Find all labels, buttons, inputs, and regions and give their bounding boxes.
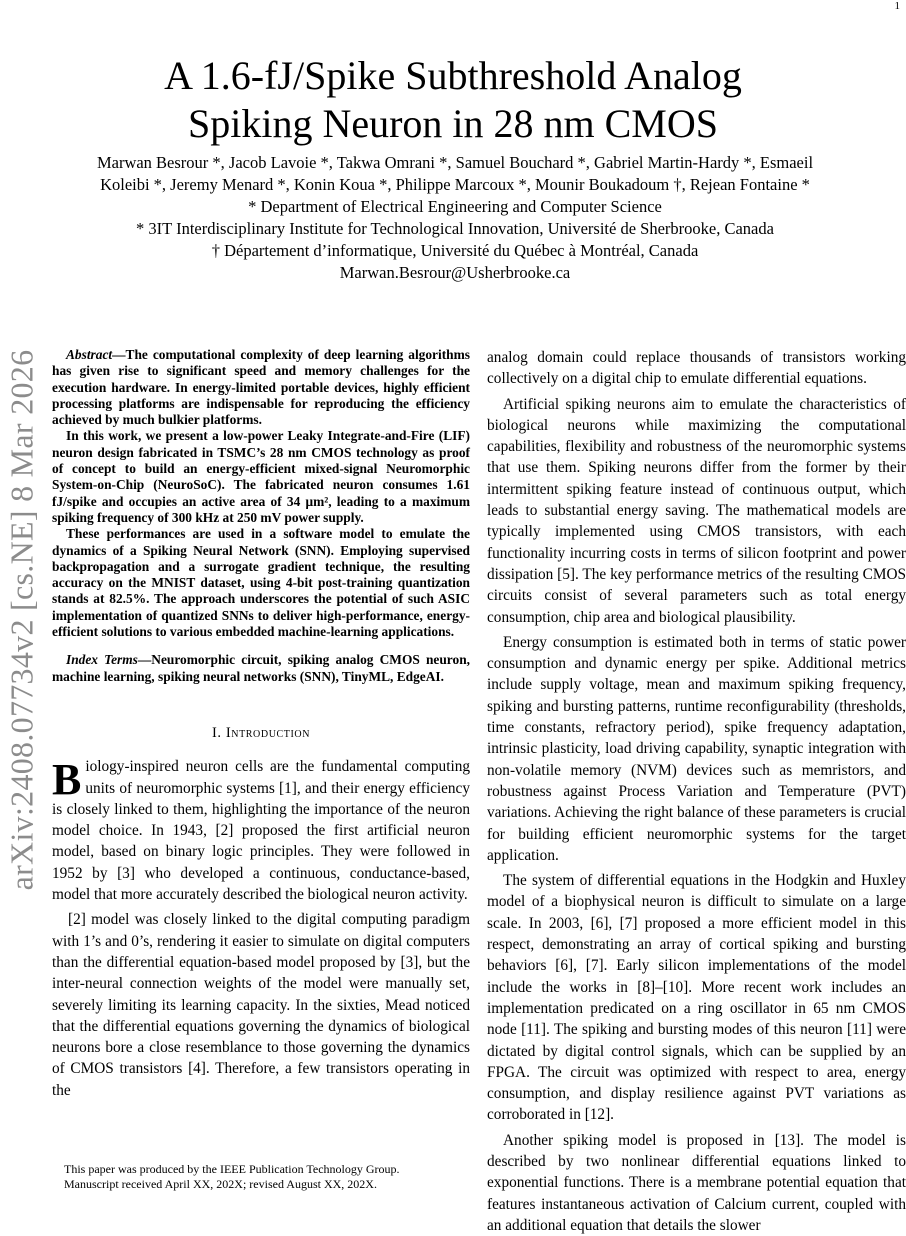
affiliation-3: † Département d’informatique, Université du Québec à Montréal, Canada bbox=[211, 241, 699, 260]
footnote-line-2: Manuscript received April XX, 202X; revised August XX, 202X. bbox=[64, 1177, 377, 1191]
intro-paragraph-2: [2] model was closely linked to the digital computing paradigm with 1’s and 0’s, rendering it easier to simulate on digital computers than the differential equation-based model proposed by [3], but the inter-neural connection weights of the model were manually set, severely limiting its learning capacity. In the sixties, Mead noticed that the differential equations governing the dynamics of biological neurons bore a close resemblance to those governing the dynamics of CMOS transistors [4]. Therefore, a few transistors operating in the bbox=[52, 911, 470, 1099]
section-heading-introduction: I. Introduction bbox=[211, 724, 311, 741]
page-number: 1 bbox=[894, 0, 900, 12]
title-line-1: A 1.6-fJ/Spike Subthreshold Analog bbox=[164, 53, 742, 98]
title-line-2: Spiking Neuron in 28 nm CMOS bbox=[187, 101, 719, 146]
abstract-paragraph-1: Abstract—The computational complexity of deep learning algorithms has given rise to significant speed and memory challenges for the execution hardware. In energy-limited portable devices, highly efficient processing platforms are indispensable for reproducing the efficiency achieved by much bulkier platforms. bbox=[52, 347, 470, 428]
footnote bbox=[52, 1162, 470, 1192]
index-terms: Index Terms—Neuromorphic circuit, spiking analog CMOS neuron, machine learning, spiking neural networks (SNN), TinyML, EdgeAI. bbox=[52, 652, 470, 684]
drop-cap: B bbox=[52, 755, 82, 805]
author-block bbox=[60, 152, 850, 284]
intro-paragraph-2-continued: analog domain could replace thousands of transistors working collectively on a digital chip to emulate differential equations. bbox=[487, 349, 906, 388]
footnote-line-1: This paper was produced by the IEEE Publication Technology Group. bbox=[64, 1162, 400, 1176]
intro-paragraph-1: Biology-inspired neuron cells are the fundamental computing units of neuromorphic systems [1], and their energy efficiency is closely linked to them, highlighting the importance of the neuron model choice. In 1943, [2] proposed the first artificial neuron model, based on binary logic principles. They were followed in 1952 by [3] who developed a continuous, conductance-based, model that more accurately described the biological neuron activity. bbox=[52, 755, 470, 904]
arxiv-identifier: arXiv:2408.07734v2 [cs.NE] 8 Mar 2026 bbox=[3, 349, 40, 891]
affiliation-2: * 3IT Interdisciplinary Institute for Technological Innovation, Université de Sherbrooke, Canada bbox=[136, 219, 774, 238]
authors-line-1: Marwan Besrour *, Jacob Lavoie *, Takwa Omrani *, Samuel Bouchard *, Gabriel Martin-Hardy *, Esmaeil bbox=[96, 153, 814, 172]
authors-line-2: Koleibi *, Jeremy Menard *, Konin Koua *, Philippe Marcoux *, Mounir Boukadoum †, Rejean Fontaine * bbox=[100, 175, 810, 194]
author-email: Marwan.Besrour@Usherbrooke.ca bbox=[339, 263, 571, 282]
paper-title bbox=[0, 52, 906, 148]
abstract-paragraph-3: These performances are used in a software model to emulate the dynamics of a Spiking Neural Network (SNN). Employing supervised backpropagation and a surrogate gradient technique, the resulting accuracy on the MNIST dataset, using 4-bit post-training quantization stands at 82.5%. The approach underscores the potential of such ASIC implementation of quantized SNNs to deliver high-performance, energy-efficient solutions to various embedded machine-learning applications. bbox=[52, 526, 470, 640]
index-terms-label: Index Terms bbox=[66, 652, 138, 668]
abstract-paragraph-2: In this work, we present a low-power Leaky Integrate-and-Fire (LIF) neuron design fabricated in TSMC’s 28 nm CMOS technology as proof of concept to build an energy-efficient mixed-signal Neuromorphic System-on-Chip (NeuroSoC). The fabricated neuron consumes 1.61 fJ/spike and occupies an active area of 34 μm², leading to a maximum spiking frequency of 300 kHz at 250 mV power supply. bbox=[52, 428, 470, 525]
right-column bbox=[487, 347, 906, 1236]
intro-paragraph-3: Artificial spiking neurons aim to emulate the characteristics of biological neurons while maximizing the computational capabilities, flexibility and robustness of the neuromorphic systems that use them. Spiking neurons differ from the former by their intermittent spiking feature instead of continuous output, which leads to substantial energy saving. The mathematical models are typically implemented using CMOS transistors, with each functionality incurring costs in terms of silicon footprint and power dissipation [5]. The key performance metrics of the resulting CMOS circuits consist of several parameters such as total energy consumption, chip area and biological plausibility. bbox=[487, 395, 906, 626]
intro-paragraph-6: Another spiking model is proposed in [13]. The model is described by two nonlinear differential equations linked to exponential functions. There is a membrane potential equation that features instantaneous activation of Calcium current, coupled with an additional equation that details the slower bbox=[487, 1131, 906, 1234]
intro-paragraph-5: The system of differential equations in the Hodgkin and Huxley model of a biophysical neuron is difficult to simulate on a large scale. In 2003, [6], [7] proposed a more efficient model in this respect, demonstrating an array of cortical spiking and bursting behaviors [6], [7]. Early silicon implementations of the model include the works in [8]–[10]. More recent work includes an implementation predicated on a ring oscillator in 65 nm CMOS node [11]. The spiking and bursting modes of this neuron [11] were dictated by digital control signals, which can be supplied by an FPGA. The circuit was optimized with respect to area, energy consumption, and display resilience against PVT variations as corroborated in [12]. bbox=[487, 872, 906, 1124]
affiliation-1: * Department of Electrical Engineering and Computer Science bbox=[248, 197, 662, 216]
abstract-label: Abstract bbox=[66, 347, 113, 362]
left-column bbox=[52, 347, 470, 1101]
intro-paragraph-4: Energy consumption is estimated both in terms of static power consumption and dynamic energy per spike. Additional metrics include supply voltage, mean and maximum spiking frequency, spiking and bursting patterns, runtime reconfigurability (thresholds, time constants, refractory period), spike frequency adaptation, intrinsic plasticity, load driving capability, synaptic integration with non-volatile memory (NVM) devices such as memristors, and robustness against Process Variation and Temperature (PVT) variations. Achieving the right balance of these parameters is crucial for building efficient neuromorphic systems for the target application. bbox=[487, 633, 906, 864]
arxiv-stamp bbox=[2, 340, 42, 900]
